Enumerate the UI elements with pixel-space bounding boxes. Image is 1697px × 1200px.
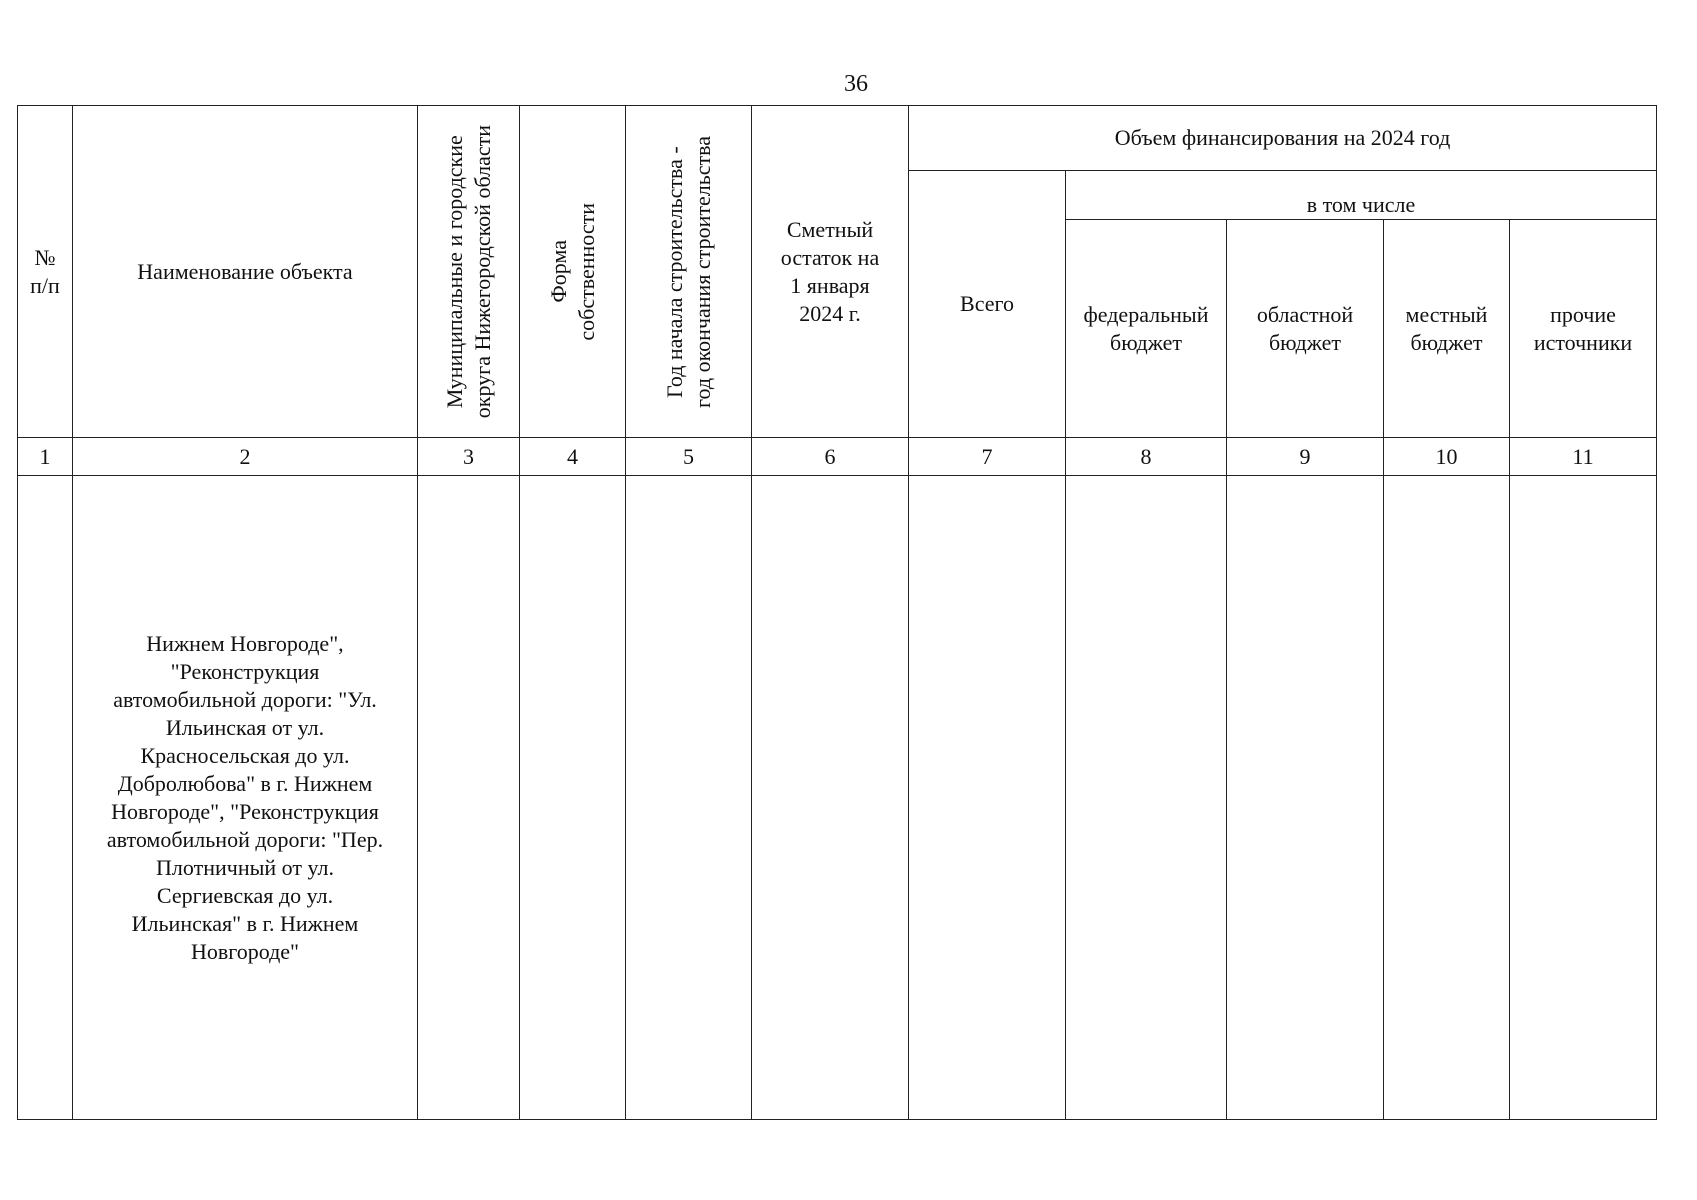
header-federal-label: федеральный бюджет <box>1083 301 1209 355</box>
column-number-cell: 1 <box>18 438 73 476</box>
total-cell <box>909 476 1066 1120</box>
header-ownership-label: Форма собственности <box>545 202 599 341</box>
header-row-1 <box>18 106 1657 171</box>
regional-cell <box>1227 476 1384 1120</box>
ownership-cell <box>520 476 626 1120</box>
column-number-row <box>18 438 1657 476</box>
column-number-cell: 2 <box>73 438 418 476</box>
column-number-cell: 11 <box>1510 438 1657 476</box>
header-object-name <box>73 106 418 438</box>
header-estimate-balance <box>752 106 909 438</box>
estimate-balance-cell <box>752 476 909 1120</box>
header-funding-group-label: Объем финансирования на 2024 год <box>1114 125 1451 150</box>
years-cell <box>626 476 752 1120</box>
header-including <box>1066 171 1657 220</box>
header-estimate-balance-label: Сметный остаток на 1 января 2024 г. <box>780 216 880 326</box>
column-number-cell: 10 <box>1384 438 1510 476</box>
header-district-label: Муниципальные и городские округа Нижегородской области <box>441 124 495 419</box>
column-number-cell: 8 <box>1066 438 1227 476</box>
financing-table <box>17 105 1657 1120</box>
header-regional <box>1227 220 1384 438</box>
federal-cell <box>1066 476 1227 1120</box>
header-ownership <box>520 106 626 438</box>
row-number-cell <box>18 476 73 1120</box>
object-name-cell: Нижнем Новгороде", "Реконструкция автомобильной дороги: "Ул. Ильинская от ул. Красносельская до ул. Добролюбова" в г. Нижнем Новгороде", "Реконструкция автомобильной дороги: "Пер. Плотничный от ул. Сергиевская до ул. Ильинская" в г. Нижнем Новгороде" <box>73 476 418 1120</box>
column-number-cell: 9 <box>1227 438 1384 476</box>
header-number-label: № п/п <box>30 244 60 298</box>
header-including-label: в том числе <box>1306 192 1416 217</box>
header-funding-group <box>909 106 1657 171</box>
header-other-label: прочие источники <box>1533 301 1633 355</box>
table-row <box>18 476 1657 1120</box>
header-number <box>18 106 73 438</box>
header-other <box>1510 220 1657 438</box>
column-number-cell: 3 <box>418 438 520 476</box>
page-number: 36 <box>844 71 868 97</box>
header-regional-label: областной бюджет <box>1256 301 1354 355</box>
local-cell <box>1384 476 1510 1120</box>
column-number-cell: 5 <box>626 438 752 476</box>
header-federal <box>1066 220 1227 438</box>
header-local-label: местный бюджет <box>1405 301 1488 355</box>
column-number-cell: 7 <box>909 438 1066 476</box>
header-years <box>626 106 752 438</box>
header-object-name-label: Наименование объекта <box>137 258 353 284</box>
header-total <box>909 171 1066 438</box>
header-years-label: Год начала строительства - год окончания строительства <box>661 135 715 408</box>
column-number-cell: 4 <box>520 438 626 476</box>
header-local <box>1384 220 1510 438</box>
header-total-label: Всего <box>960 291 1014 316</box>
header-district <box>418 106 520 438</box>
column-number-cell: 6 <box>752 438 909 476</box>
other-cell <box>1510 476 1657 1120</box>
district-cell <box>418 476 520 1120</box>
